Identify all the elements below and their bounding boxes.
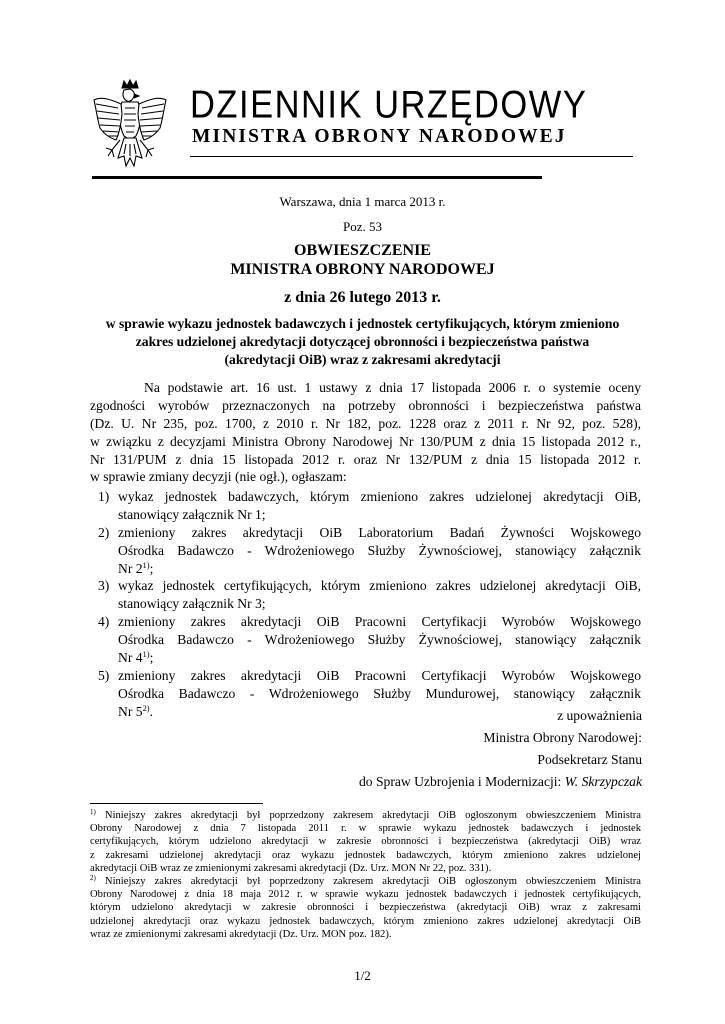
signature-office bbox=[359, 774, 642, 790]
footnote-line: z zakresami udzielonej akredytacji oraz wykazu jednostek badawczych, którym zmieniono zakres udzielonej bbox=[90, 849, 641, 861]
list-item bbox=[90, 613, 641, 667]
footnote-line: akredytacji OiB wraz ze zmienionymi zakresami akredytacji (Dz. Urz. MON Nr 22, poz. 331). bbox=[90, 862, 492, 874]
list-line-last bbox=[118, 649, 641, 667]
footnote-mark: 1) bbox=[90, 808, 96, 816]
list-line: Ośrodka Badawczo - Wdrożeniowego Służby Żywnościowej, stanowiący załącznik bbox=[118, 542, 641, 558]
list-item bbox=[90, 577, 641, 613]
signature-ministry: Ministra Obrony Narodowej: bbox=[483, 730, 642, 745]
position-number: Poz. 53 bbox=[343, 219, 382, 234]
page-number: 1/2 bbox=[354, 968, 371, 983]
list-line-text: Nr 4 bbox=[118, 650, 143, 666]
list-item bbox=[90, 488, 641, 524]
body-line: zgodności wyrobów przeznaczonych na potrzeby obronności i bezpieczeństwa państwa bbox=[90, 397, 641, 413]
footnote-line: Obrony Narodowej z dnia 7 listopada 2011 r. w sprawie wykazu jednostek badawczych i jednostek bbox=[90, 823, 641, 835]
list-line: Ośrodka Badawczo - Wdrożeniowego Służby Mundurowej, stanowiący załącznik bbox=[118, 685, 641, 701]
list-line: wykaz jednostek badawczych, którym zmieniono zakres udzielonej akredytacji OiB, bbox=[118, 489, 641, 504]
body-line: w sprawie zmiany decyzji (nie ogł.), ogłaszam: bbox=[90, 469, 347, 485]
list-number: 1) bbox=[98, 489, 110, 504]
footnote-ref: 2) bbox=[142, 702, 150, 713]
document-issuer: MINISTRA OBRONY NARODOWEJ bbox=[230, 261, 495, 278]
body-line: Nr 131/PUM z dnia 15 listopada 2012 r. oraz Nr 132/PUM z dnia 15 listopada 2012 r. bbox=[90, 451, 641, 467]
list-number: 2) bbox=[98, 524, 110, 540]
subject-line: w sprawie wykazu jednostek badawczych i jednostek certyfikujących, którym zmieniono bbox=[105, 316, 620, 331]
journal-subtitle: MINISTRA OBRONY NARODOWEJ bbox=[192, 126, 567, 147]
footnote-line: udzielonej akredytacji oraz wykazu jednostek badawczych, którym zmieniono zakres udzielonej akredytacji OiB bbox=[90, 915, 641, 927]
body-line: Na podstawie art. 16 ust. 1 ustawy z dnia 17 listopada 2006 r. o systemie oceny bbox=[144, 380, 641, 395]
list-line: wykaz jednostek certyfikujących, którym zmieniono zakres udzielonej akredytacji OiB, bbox=[118, 578, 641, 594]
footnote-text: Niniejszy zakres akredytacji był poprzedzony zakresem akredytacji OiB ogłoszonym obwieszczeniem Ministra bbox=[95, 810, 641, 821]
document-date: z dnia 26 lutego 2013 r. bbox=[284, 289, 441, 306]
polish-eagle-emblem-icon bbox=[88, 78, 172, 178]
list-line: stanowiący załącznik Nr 3; bbox=[118, 596, 266, 612]
document-type: OBWIESZCZENIE bbox=[294, 242, 431, 259]
footnote-line: Obrony Narodowej z dnia 18 maja 2012 r. w sprawie wykazu jednostek badawczych i jednostek certyfikujących, bbox=[90, 889, 641, 901]
subject-line: (akredytacji OiB) wraz z zakresami akredytacji bbox=[224, 352, 501, 367]
list-number: 5) bbox=[98, 667, 110, 683]
footnote-ref: 1) bbox=[142, 649, 150, 660]
footnote-ref: 1) bbox=[142, 559, 150, 570]
header-divider-thin bbox=[190, 156, 633, 157]
list-line-tail: ; bbox=[149, 650, 154, 666]
body-paragraph bbox=[90, 379, 641, 486]
footnote-mark: 2) bbox=[90, 873, 96, 882]
list-line: stanowiący załącznik Nr 1; bbox=[118, 506, 266, 522]
footnote-divider bbox=[90, 803, 263, 804]
list-number: 4) bbox=[98, 614, 110, 630]
place-date: Warszawa, dnia 1 marca 2013 r. bbox=[279, 194, 446, 209]
footnote-line bbox=[90, 875, 641, 888]
signatory-name: W. Skrzypczak bbox=[564, 774, 642, 789]
footnote-line bbox=[90, 809, 641, 822]
body-line: (Dz. U. Nr 235, poz. 1700, z 2010 r. Nr 182, poz. 1228 oraz z 2011 r. Nr 92, poz. 528), bbox=[90, 415, 641, 431]
announcement-list bbox=[90, 488, 641, 721]
list-line-text: Nr 2 bbox=[118, 560, 143, 576]
list-line-tail: ; bbox=[149, 560, 154, 576]
signature-office-text: do Spraw Uzbrojenia i Modernizacji: bbox=[358, 774, 565, 789]
list-item bbox=[90, 524, 641, 578]
list-line-text: Nr 5 bbox=[118, 703, 143, 719]
footnote-line: którym udzielono akredytacji w zakresie obronności i bezpieczeństwa (akredytacji OiB) wraz z zakresami bbox=[90, 902, 641, 914]
subject-line: zakres udzielonej akredytacji dotyczącej obronności i bezpieczeństwa państwa bbox=[135, 334, 590, 349]
list-line: zmieniony zakres akredytacji OiB Pracowni Certyfikacji Wyrobów Wojskowego bbox=[118, 667, 641, 683]
footnotes bbox=[90, 809, 641, 941]
header-divider-thick bbox=[92, 176, 542, 179]
list-number: 3) bbox=[98, 578, 110, 594]
footnote-line: wraz ze zmienionymi zakresami akredytacji (Dz. Urz. MON poz. 182). bbox=[90, 928, 392, 940]
footnote-text: Niniejszy zakres akredytacji był poprzedzony zakresem akredytacji OiB ogłoszonym obwieszczeniem Ministra bbox=[95, 875, 641, 887]
signature-title: Podsekretarz Stanu bbox=[537, 752, 642, 767]
list-line: Ośrodka Badawczo - Wdrożeniowego Służby Żywnościowej, stanowiący załącznik bbox=[118, 632, 641, 648]
footnote-line: certyfikujących, którym udzielono akredytacji w zakresie obronności i bezpieczeństwa (akredytacji OiB) wraz bbox=[90, 836, 641, 848]
list-line: zmieniony zakres akredytacji OiB Pracowni Certyfikacji Wyrobów Wojskowego bbox=[118, 614, 641, 630]
journal-title: DZIENNIK URZĘDOWY bbox=[190, 84, 588, 127]
signature-authorization: z upoważnienia bbox=[557, 708, 642, 723]
list-line-last bbox=[118, 560, 641, 578]
body-line: w związku z decyzjami Ministra Obrony Narodowej Nr 130/PUM z dnia 15 listopada 2012 r., bbox=[90, 433, 641, 449]
list-line-tail: . bbox=[149, 703, 154, 719]
list-line: zmieniony zakres akredytacji OiB Laboratorium Badań Żywności Wojskowego bbox=[118, 524, 641, 540]
